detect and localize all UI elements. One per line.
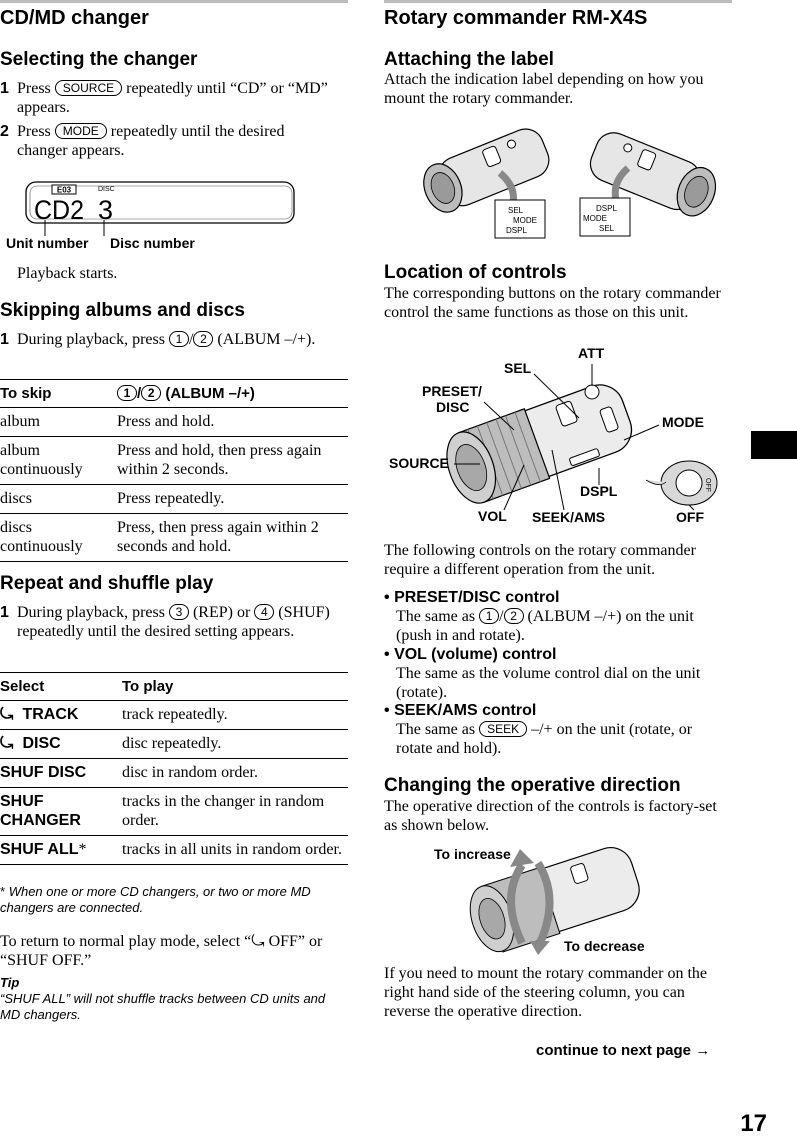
label-right-3: SEL xyxy=(599,224,615,233)
label-vol: VOL xyxy=(478,508,507,524)
table-row: SHUF CHANGER tracks in the changer in random order. xyxy=(0,788,348,836)
left-title-rule xyxy=(0,0,348,3)
table-row: album Press and hold. xyxy=(0,408,348,437)
table-row: ⤿ DISC disc repeatedly. xyxy=(0,730,348,759)
return-normal-text: To return to normal play mode, select “⤿ OFF” or “SHUF OFF.” xyxy=(0,931,323,969)
display-disc-digit: 3 xyxy=(98,195,114,225)
step-1-select: 1 Press SOURCE repeatedly until “CD” or “MD” appears. xyxy=(0,80,328,116)
table-row: SHUF DISC disc in random order. xyxy=(0,759,348,788)
label-off: OFF xyxy=(676,509,704,525)
continue-next-page: continue to next page → xyxy=(536,1042,711,1059)
step-1-repeat: 1 During playback, press 3 (REP) or 4 (SHUF) repeatedly until the desired setting appears. xyxy=(0,604,330,640)
location-text: The corresponding buttons on the rotary commander control the same functions as those on this unit. xyxy=(384,285,721,321)
repeat-table-header-1: Select xyxy=(0,673,122,701)
display-disc-tag: DISC xyxy=(98,186,115,193)
footnote: * When one or more CD changers, or two or more MD changers are connected. xyxy=(0,884,311,915)
table-row: SHUF ALL* tracks in all units in random order. xyxy=(0,836,348,865)
heading-location-controls: Location of controls xyxy=(384,262,567,283)
tip-text: “SHUF ALL” will not shuffle tracks between CD units and MD changers. xyxy=(0,991,326,1022)
bullet-vol: • VOL (volume) control The same as the volume control dial on the unit (rotate). xyxy=(384,646,701,701)
table-row: discs Press repeatedly. xyxy=(0,485,348,514)
label-att: ATT xyxy=(578,345,605,361)
seek-key: SEEK xyxy=(479,721,527,737)
label-sel: SEL xyxy=(504,360,532,376)
step-2-select: 2 Press MODE repeatedly until the desired changer appears. xyxy=(0,123,285,159)
label-source: SOURCE xyxy=(389,455,449,471)
heading-selecting-changer: Selecting the changer xyxy=(0,49,198,70)
skip-table-header-1: To skip xyxy=(0,380,117,408)
controls-intro-text: The following controls on the rotary commander require a different operation from the unit. xyxy=(384,542,696,578)
repeat-icon: ⤿ xyxy=(0,735,14,752)
section-tab-marker xyxy=(751,431,797,459)
heading-repeat-shuffle: Repeat and shuffle play xyxy=(0,573,214,594)
label-left-2: MODE xyxy=(513,216,537,225)
skip-table-header-2: 1 / 2 (ALBUM –/+) xyxy=(117,380,348,408)
table-row: album continuously Press and hold, then press again within 2 seconds. xyxy=(0,437,348,485)
repeat-table-header-2: To play xyxy=(122,673,348,701)
label-right-2: MODE xyxy=(583,214,607,223)
bullet-preset-disc: • PRESET/DISC control The same as 1 / 2 (ALBUM –/+) on the unit (push in and rotate). xyxy=(384,589,694,644)
skip-table xyxy=(0,379,348,562)
right-title-rule xyxy=(384,0,732,3)
tip-title: Tip xyxy=(0,975,20,990)
direction-illustration xyxy=(430,843,670,958)
display-main-text: CD2 xyxy=(34,195,84,225)
attach-label-illustration xyxy=(400,118,730,243)
to-decrease-label: To decrease xyxy=(564,938,645,954)
to-increase-label: To increase xyxy=(434,846,511,862)
label-preset: PRESET/ xyxy=(422,383,482,399)
label-left-3: DSPL xyxy=(506,226,527,235)
display-tag: E03 xyxy=(56,185,72,195)
mode-key: MODE xyxy=(55,123,107,139)
table-row: ⤿ TRACK track repeatedly. xyxy=(0,701,348,730)
reverse-direction-text: If you need to mount the rotary commander on the right hand side of the steering column, you can reverse the operative direction. xyxy=(384,965,708,1020)
label-disc: DISC xyxy=(436,399,470,415)
step-1-skip: 1 During playback, press 1 / 2 (ALBUM –/+). xyxy=(0,331,316,348)
bullet-seek-ams: • SEEK/AMS control The same as SEEK –/+ on the unit (rotate, or rotate and hold). xyxy=(384,702,693,757)
label-mode: MODE xyxy=(662,414,704,430)
playback-starts-text: Playback starts. xyxy=(17,265,118,282)
section-title-rotary-commander: Rotary commander RM-X4S xyxy=(384,7,648,29)
repeat-table xyxy=(0,672,348,865)
arrow-right-icon: → xyxy=(695,1042,711,1059)
repeat-icon: ⤿ xyxy=(0,706,14,723)
heading-operative-direction: Changing the operative direction xyxy=(384,775,681,796)
direction-text: The operative direction of the controls is factory-set as shown below. xyxy=(384,798,717,834)
attaching-text: Attach the indication label depending on how you mount the rotary commander. xyxy=(384,71,704,107)
label-dspl: DSPL xyxy=(580,483,618,499)
source-key: SOURCE xyxy=(55,80,122,96)
section-title-cd-md-changer: CD/MD changer xyxy=(0,7,149,29)
label-left-1: SEL xyxy=(508,206,524,215)
table-row: discs continuously Press, then press again within 2 seconds and hold. xyxy=(0,514,348,562)
heading-skipping: Skipping albums and discs xyxy=(0,300,245,321)
repeat-icon: ⤿ xyxy=(251,931,265,950)
label-right-1: DSPL xyxy=(596,204,617,213)
off-small-text: OFF xyxy=(704,478,711,492)
controls-illustration xyxy=(384,340,734,530)
disc-number-label: Disc number xyxy=(110,235,195,251)
unit-number-label: Unit number xyxy=(6,235,89,251)
label-seek-ams: SEEK/AMS xyxy=(532,509,606,525)
heading-attaching-label: Attaching the label xyxy=(384,49,554,70)
page-number: 17 xyxy=(740,1110,767,1137)
